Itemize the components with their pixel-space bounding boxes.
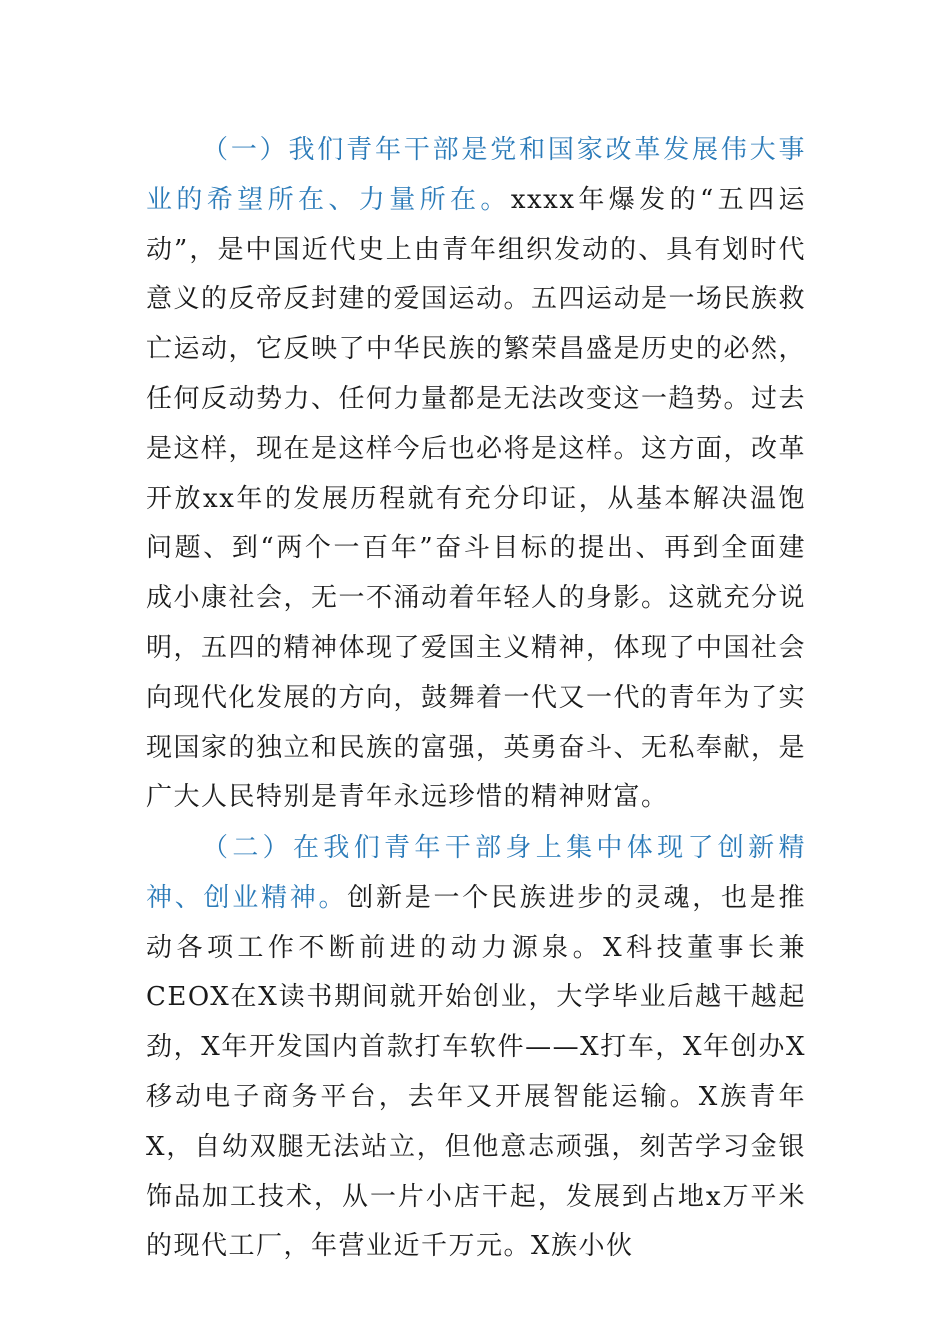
paragraph-one-body: xxxx年爆发的“五四运动”，是中国近代史上由青年组织发动的、具有划时代意义的反帝反封建的爱国运动。五四运动是一场民族救亡运动，它反映了中华民族的繁荣昌盛是历史的必然，任何反动势力、任何力量都是无法改变这一趋势。过去是这样，现在是这样今后也必将是这样。这方面，改革开放xx年的发展历程就有充分印证，从基本解决温饱问题、到“两个一百年”奋斗目标的提出、再到全面建成小康社会，无一不涌动着年轻人的身影。这就充分说明，五四的精神体现了爱国主义精神，体现了中国社会向现代化发展的方向，鼓舞着一代又一代的青年为了实现国家的独立和民族的富强，英勇奋斗、无私奉献，是广大人民特别是青年永远珍惜的精神财富。 [146, 184, 807, 813]
paragraph-two [146, 824, 806, 1272]
paragraph-one-heading: （一）我们青年干部是党和国家改革发展伟大事业的希望所在、力量所在。 [146, 135, 806, 215]
paragraph-two-body: 创新是一个民族进步的灵魂，也是推动各项工作不断前进的动力源泉。X科技董事长兼CEOX在X读书期间就开始创业，大学毕业后越干越起劲，X年开发国内首款打车软件——X打车，X年创办X移动电子商务平台，去年又开展智能运输。X族青年X，自幼双腿无法站立，但他意志顽强，刻苦学习金银饰品加工技术，从一片小店干起，发展到占地x万平米的现代工厂，年营业近千万元。X族小伙 [146, 882, 806, 1262]
paragraph-one [146, 126, 806, 823]
paragraph-two-heading: （二）在我们青年干部身上集中体现了创新精神、创业精神。 [146, 833, 806, 913]
